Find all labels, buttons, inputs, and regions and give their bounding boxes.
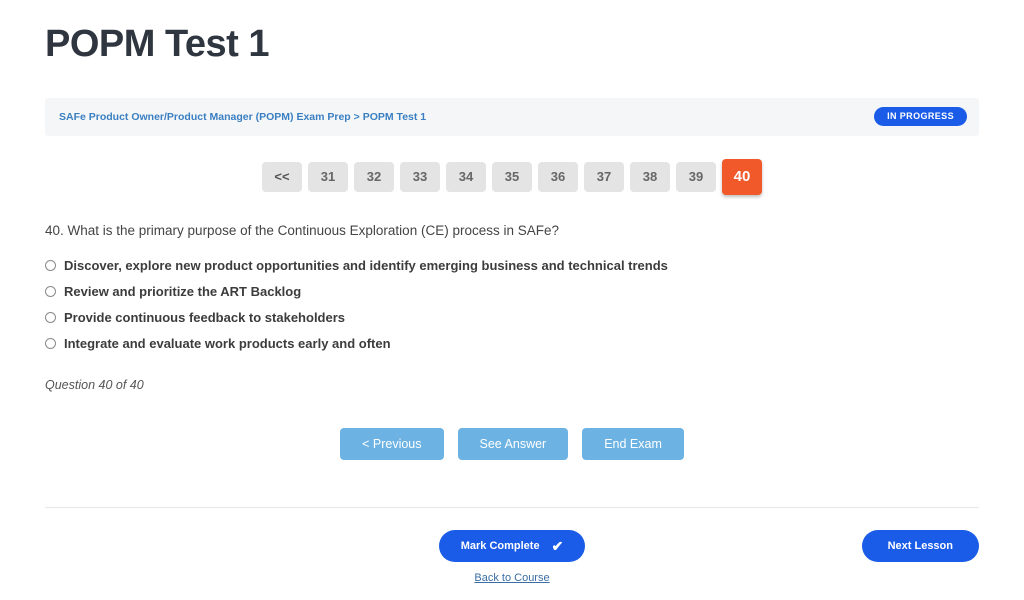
pagination-prev-button[interactable]: << bbox=[262, 162, 302, 192]
breadcrumb-current-link[interactable]: POPM Test 1 bbox=[362, 110, 427, 123]
breadcrumb-bar bbox=[45, 98, 979, 136]
question-pagination bbox=[45, 162, 979, 195]
next-lesson-button[interactable]: Next Lesson bbox=[862, 530, 979, 562]
page-title: POPM Test 1 bbox=[45, 23, 269, 65]
pagination-page-32[interactable]: 32 bbox=[354, 162, 394, 192]
quiz-actions bbox=[45, 428, 979, 460]
breadcrumb bbox=[59, 111, 426, 123]
answer-options bbox=[45, 258, 979, 351]
mark-complete-label: Mark Complete bbox=[460, 539, 540, 552]
breadcrumb-course-link[interactable]: SAFe Product Owner/Product Manager (POPM) Exam Prep bbox=[59, 110, 351, 123]
question-counter: Question 40 of 40 bbox=[45, 377, 144, 392]
radio-icon[interactable] bbox=[45, 312, 56, 323]
pagination-page-35[interactable]: 35 bbox=[492, 162, 532, 192]
question-text: 40. What is the primary purpose of the Continuous Exploration (CE) process in SAFe? bbox=[45, 222, 559, 238]
mark-complete-button[interactable] bbox=[439, 530, 586, 562]
answer-option-2-label[interactable]: Review and prioritize the ART Backlog bbox=[64, 283, 302, 299]
footer-divider bbox=[45, 507, 979, 508]
answer-option-1-label[interactable]: Discover, explore new product opportunities and identify emerging business and technical trends bbox=[64, 257, 668, 273]
pagination-page-37[interactable]: 37 bbox=[584, 162, 624, 192]
radio-icon[interactable] bbox=[45, 338, 56, 349]
pagination-page-33[interactable]: 33 bbox=[400, 162, 440, 192]
lesson-page bbox=[0, 22, 1024, 600]
pagination-page-31[interactable]: 31 bbox=[308, 162, 348, 192]
pagination-page-40-current[interactable]: 40 bbox=[722, 159, 762, 195]
answer-option-3[interactable] bbox=[45, 310, 979, 325]
status-badge: IN PROGRESS bbox=[874, 107, 967, 126]
answer-option-4-label[interactable]: Integrate and evaluate work products early and often bbox=[64, 335, 391, 351]
end-exam-button[interactable]: End Exam bbox=[582, 428, 684, 460]
pagination-page-36[interactable]: 36 bbox=[538, 162, 578, 192]
radio-icon[interactable] bbox=[45, 286, 56, 297]
radio-icon[interactable] bbox=[45, 260, 56, 271]
back-to-course bbox=[45, 572, 979, 584]
previous-button[interactable]: < Previous bbox=[340, 428, 443, 460]
back-to-course-link[interactable]: Back to Course bbox=[474, 571, 550, 584]
lesson-footer bbox=[45, 530, 979, 562]
pagination-page-34[interactable]: 34 bbox=[446, 162, 486, 192]
answer-option-3-label[interactable]: Provide continuous feedback to stakeholders bbox=[64, 309, 346, 325]
check-icon: ✔ bbox=[551, 537, 564, 554]
answer-option-4[interactable] bbox=[45, 336, 979, 351]
see-answer-button[interactable]: See Answer bbox=[458, 428, 569, 460]
pagination-page-38[interactable]: 38 bbox=[630, 162, 670, 192]
answer-option-1[interactable] bbox=[45, 258, 979, 273]
pagination-page-39[interactable]: 39 bbox=[676, 162, 716, 192]
breadcrumb-separator: > bbox=[353, 110, 360, 123]
answer-option-2[interactable] bbox=[45, 284, 979, 299]
